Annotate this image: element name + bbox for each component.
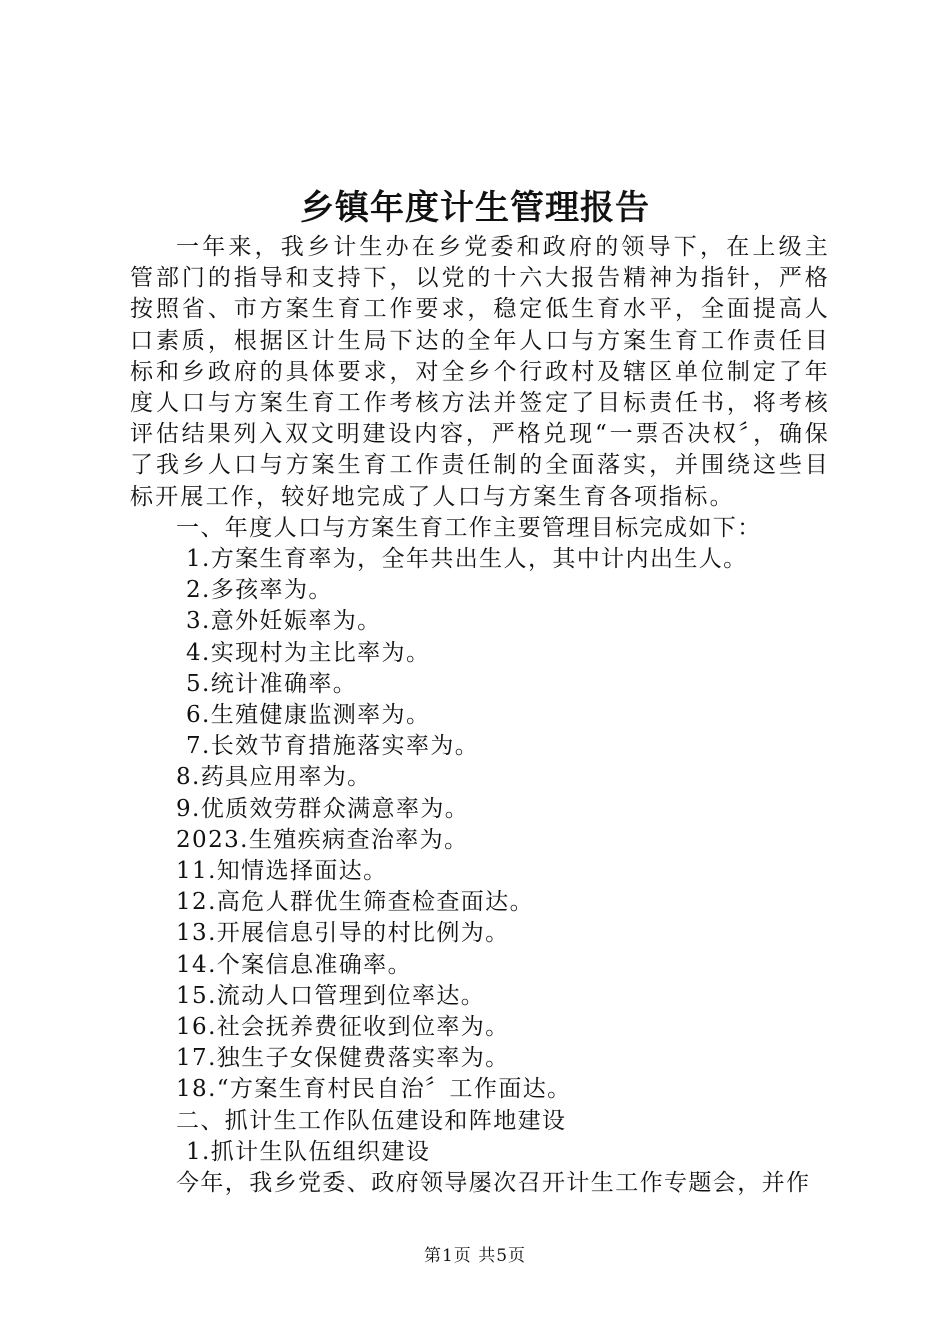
document-body <box>130 232 830 1199</box>
list-item: 16.社会抚养费征收到位率为。 <box>176 1014 510 1041</box>
list-item: 14.个案信息准确率。 <box>176 951 412 978</box>
section-heading: 二、抓计生工作队伍建设和阵地建设 <box>176 1107 567 1134</box>
list-item: 5.统计准确率。 <box>186 670 358 697</box>
subsection-heading: 1.抓计生队伍组织建设 <box>186 1138 431 1165</box>
list-item: 13.开展信息引导的村比例为。 <box>176 920 510 947</box>
list-item: 9.优质效劳群众满意率为。 <box>176 795 470 822</box>
list-item: 12.高危人群优生筛查检查面达。 <box>176 889 534 916</box>
section-heading: 一、年度人口与方案生育工作主要管理目标完成如下： <box>176 514 762 541</box>
list-item: 2023.生殖疾病查治率为。 <box>176 826 469 853</box>
list-item: 2.多孩率为。 <box>186 577 333 604</box>
list-item: 17.独生子女保健费落实率为。 <box>176 1045 510 1072</box>
list-item: 3.意外妊娠率为。 <box>186 608 382 635</box>
body-line: 今年，我乡党委、政府领导屡次召开计生工作专题会，并作 <box>176 1170 811 1197</box>
list-item: 6.生殖健康监测率为。 <box>186 702 431 729</box>
list-item: 8.药具应用率为。 <box>176 764 372 791</box>
page-footer: 第1页 共5页 <box>423 1246 527 1266</box>
list-item: 18.“方案生育村民自治〞工作面达。 <box>176 1076 572 1103</box>
list-item: 7.长效节育措施落实率为。 <box>186 733 480 760</box>
intro-paragraph: 一年来，我乡计生办在乡党委和政府的领导下，在上级主管部门的指导和支持下，以党的十六大报告精神为指针，严格按照省、市方案生育工作要求，稳定低生育水平，全面提高人口素质，根据区计生局下达的全年人口与方案生育工作责任目标和乡政府的具体要求，对全乡个行政村及辖区单位制定了年度人口与方案生育工作考核方法并签定了目标责任书，将考核评估结果列入双文明建设内容，严格兑现“一票否决权〞，确保了我乡人口与方案生育工作责任制的全面落实，并围绕这些目标开展工作，较好地完成了人口与方案生育各项指标。 <box>130 234 830 510</box>
list-item: 15.流动人口管理到位率达。 <box>176 982 486 1009</box>
document-title: 乡镇年度计生管理报告 <box>300 188 650 228</box>
list-item: 4.实现村为主比率为。 <box>186 639 431 666</box>
list-item: 1.方案生育率为，全年共出生人，其中计内出生人。 <box>186 546 748 573</box>
list-item: 11.知情选择面达。 <box>176 858 388 885</box>
